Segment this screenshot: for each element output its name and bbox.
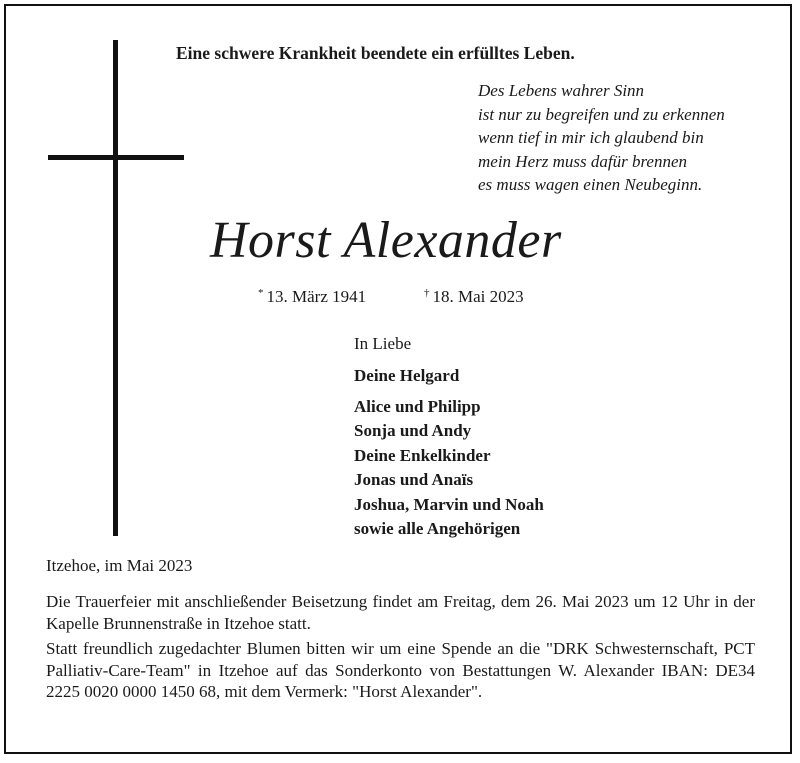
mourners-intro: In Liebe (354, 334, 412, 353)
mourner-name: Deine Helgard (354, 366, 460, 385)
mourner-name: sowie alle Angehörigen (354, 519, 521, 538)
mourner-name: Sonja und Andy (354, 421, 472, 440)
death-date-text: 18. Mai 2023 (432, 287, 524, 306)
poem-line: mein Herz muss dafür brennen (478, 151, 688, 171)
mourners-list (354, 334, 544, 542)
birth-symbol: * (258, 287, 264, 299)
mourner-name: Joshua, Marvin und Noah (354, 494, 544, 514)
headline: Eine schwere Krankheit beendete ein erfülltes Leben. (176, 43, 575, 63)
deceased-name: Horst Alexander (210, 212, 562, 269)
poem-line: es muss wagen einen Neubeginn. (478, 175, 703, 194)
mourner-name: Deine Enkelkinder (354, 445, 491, 465)
birth-date-text: 13. März 1941 (266, 287, 367, 306)
poem (478, 79, 725, 197)
poem-line: wenn tief in mir ich glaubend bin (478, 128, 704, 147)
cross-horizontal-bar (48, 155, 184, 160)
donation-info-paragraph: Statt freundlich zugedachter Blumen bitten wir um eine Spende an die "DRK Schwesternschaft, PCT Palliativ-Care-Team" in Itzehoe auf das Sonderkonto von Bestattungen W. Alexander IBAN: DE34 2225 0020 0000 1450 68, mit dem Vermerk: "Horst Alexander". (46, 639, 755, 701)
mourner-name: Jonas und Anaïs (354, 470, 474, 489)
death-symbol: † (424, 287, 430, 299)
funeral-info-paragraph: Die Trauerfeier mit anschließender Beisetzung findet am Freitag, dem 26. Mai 2023 um 12 Uhr in der Kapelle Brunnenstraße in Itzehoe statt. (46, 592, 755, 633)
birth-date (258, 287, 366, 307)
poem-line: Des Lebens wahrer Sinn (478, 81, 645, 100)
mourner-name: Alice und Philipp (354, 396, 481, 416)
death-date (424, 287, 524, 307)
place-date: Itzehoe, im Mai 2023 (46, 556, 193, 575)
cross-vertical-bar (113, 40, 118, 536)
poem-line: ist nur zu begreifen und zu erkennen (478, 104, 725, 124)
